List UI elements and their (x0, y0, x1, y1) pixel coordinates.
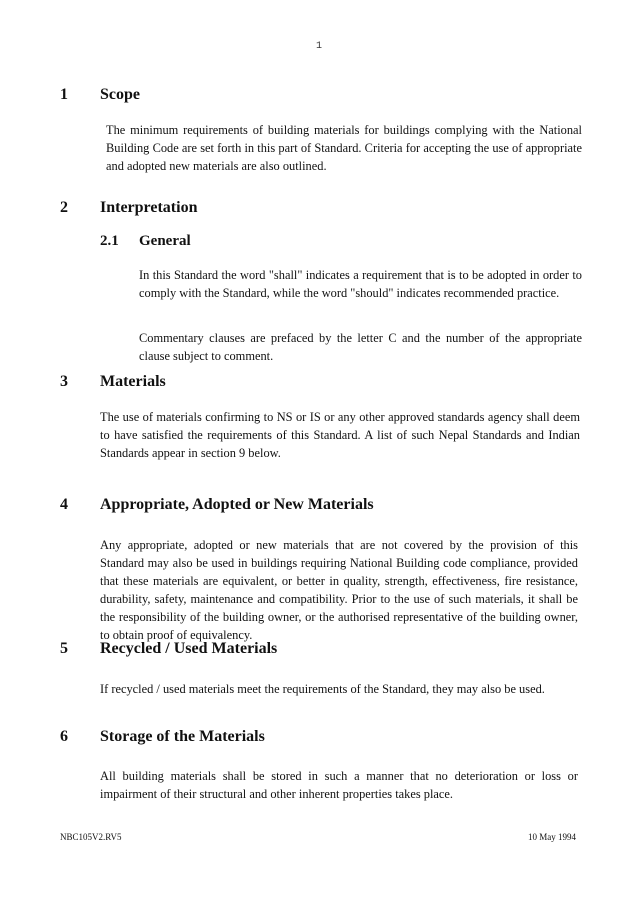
subsection-2-1-title: General (139, 233, 191, 249)
section-4-title: Appropriate, Adopted or New Materials (100, 496, 374, 513)
footer-date: 10 May 1994 (528, 832, 576, 842)
footer-doc-code: NBC105V2.RV5 (60, 832, 122, 842)
section-1-paragraph: The minimum requirements of building materials for buildings complying with the National Building Code are set forth in this part of Standard. Criteria for accepting the use of appropriate and adopted new materials are also outlined. (106, 123, 582, 173)
section-6-number: 6 (60, 728, 68, 745)
section-6-title: Storage of the Materials (100, 728, 265, 745)
section-5-paragraph: If recycled / used materials meet the requirements of the Standard, they may also be used. (100, 682, 545, 696)
section-2-number: 2 (60, 199, 68, 216)
section-1-title: Scope (100, 86, 140, 103)
subsection-2-1-number: 2.1 (100, 233, 119, 249)
section-4-paragraph: Any appropriate, adopted or new materials that are not covered by the provision of this Standard may also be used in buildings requiring National Building code compliance, provided that these materials are equivalent, or better in quality, strength, effectiveness, fire resistance, durability, safety, maintenance and compatibility. Prior to the use of such materials, it shall be the responsibility of the building owner, or the authorised representative of the building owner, to obtain proof of equivalency. (100, 538, 578, 642)
section-3-title: Materials (100, 373, 166, 390)
section-4-number: 4 (60, 496, 68, 513)
section-5-number: 5 (60, 640, 68, 657)
subsection-2-1-paragraph-1: In this Standard the word "shall" indicates a requirement that is to be adopted in order to comply with the Standard, while the word "should" indicates recommended practice. (139, 268, 582, 300)
section-2-title: Interpretation (100, 199, 198, 216)
subsection-2-1-paragraph-2: Commentary clauses are prefaced by the letter C and the number of the appropriate clause subject to comment. (139, 331, 582, 363)
section-3-number: 3 (60, 373, 68, 390)
section-6-paragraph: All building materials shall be stored in such a manner that no deterioration or loss or impairment of their structural and other inherent properties takes place. (100, 769, 578, 801)
section-5-title: Recycled / Used Materials (100, 640, 278, 657)
page-number: 1 (315, 41, 322, 52)
section-3-paragraph: The use of materials confirming to NS or IS or any other approved standards agency shall deem to have satisfied the requirements of this Standard. A list of such Nepal Standards and Indian Standards appear in section 9 below. (100, 410, 580, 460)
section-1-number: 1 (60, 86, 68, 103)
